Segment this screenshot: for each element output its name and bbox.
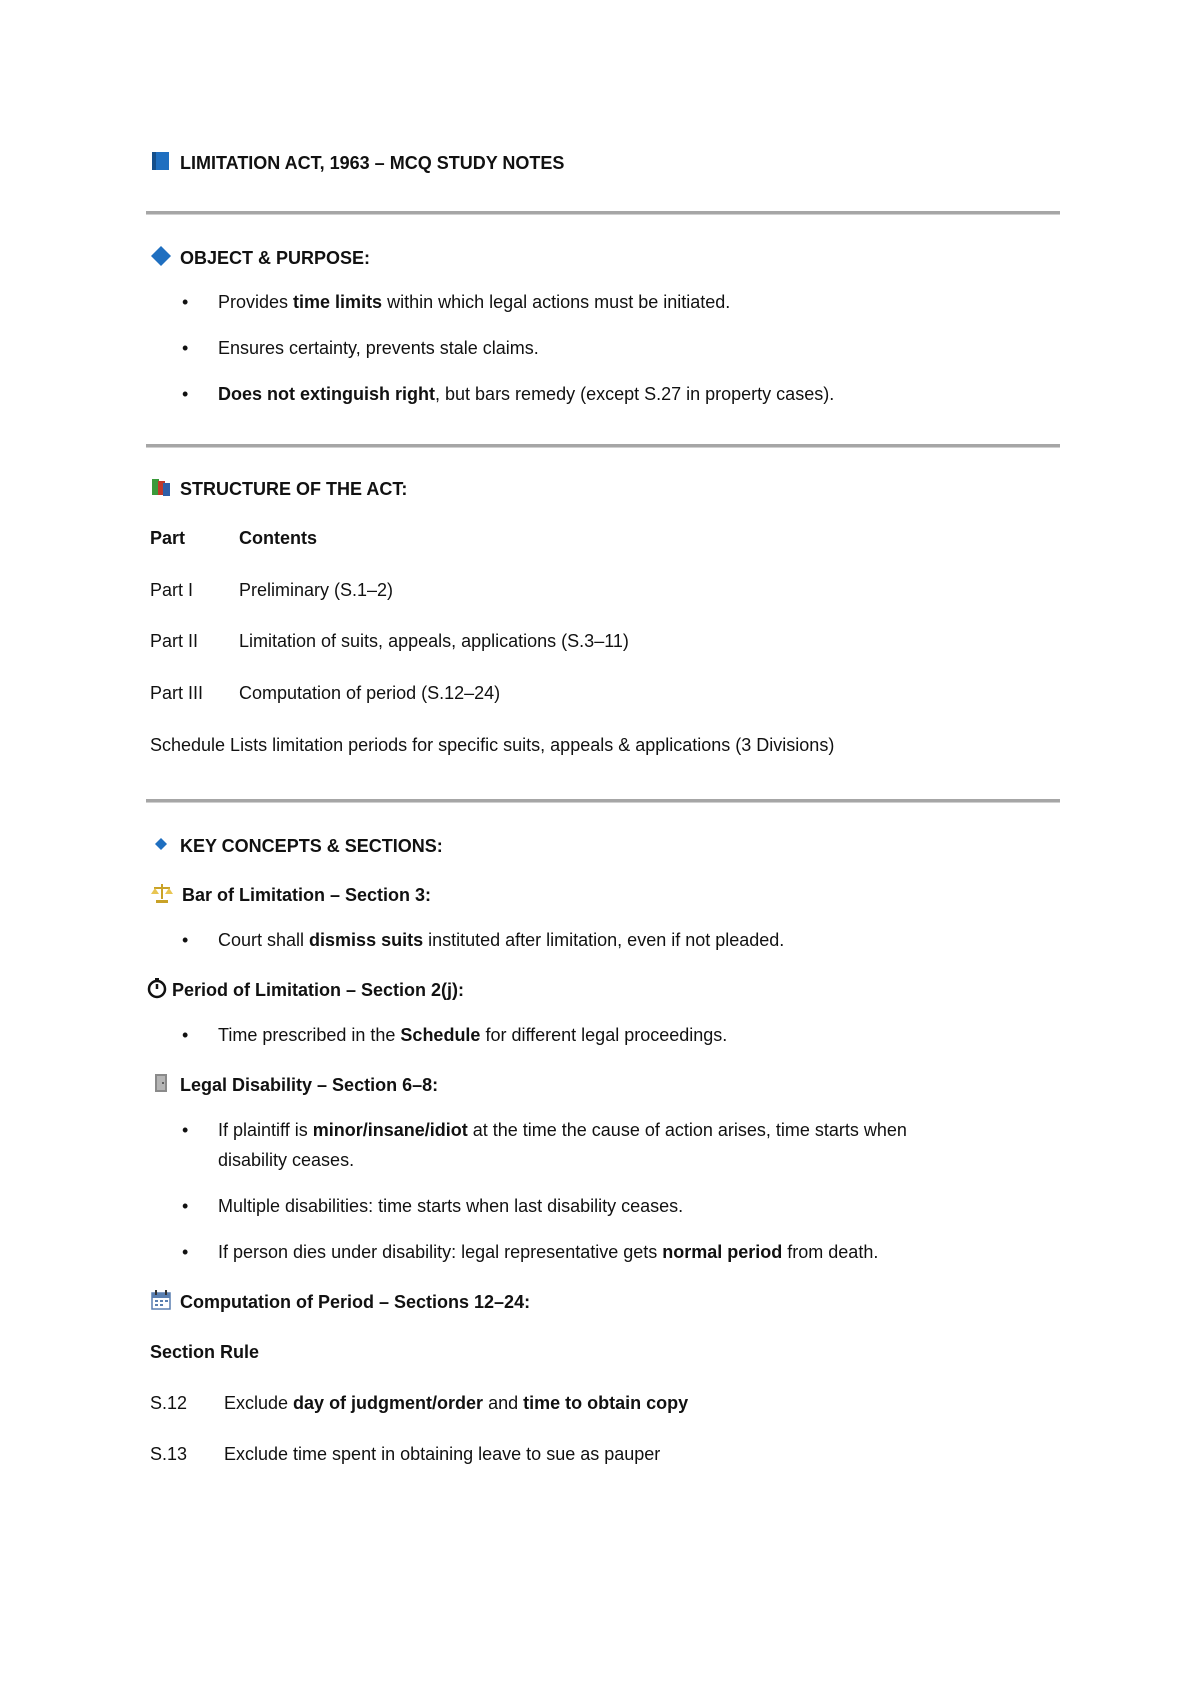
stopwatch-icon — [146, 977, 168, 1005]
bullet-dot: • — [182, 1120, 189, 1140]
structure-col-contents: Contents — [239, 528, 317, 548]
disability-bullet-1: If plaintiff is minor/insane/idiot at the time the cause of action arises, time starts when — [218, 1120, 907, 1140]
key-heading: KEY CONCEPTS & SECTIONS: — [180, 835, 443, 856]
computation-row-rule: Exclude time spent in obtaining leave to sue as pauper — [224, 1444, 661, 1464]
key-heading-row — [150, 833, 443, 861]
structure-row-contents: Limitation of suits, appeals, applications (S.3–11) — [239, 631, 629, 651]
object-heading-row — [150, 245, 370, 273]
structure-row-part: Part II — [150, 631, 199, 651]
structure-schedule-line: Schedule Lists limitation periods for specific suits, appeals & applications (3 Divisions) — [150, 735, 835, 755]
structure-row-contents: Computation of period (S.12–24) — [239, 683, 501, 703]
structure-row-part: Part I — [150, 580, 194, 600]
scales-icon — [150, 882, 174, 910]
divider-3 — [146, 799, 1060, 803]
disability-heading-row — [150, 1072, 438, 1100]
period-bullet-1: Time prescribed in the Schedule for different legal proceedings. — [218, 1025, 728, 1045]
bullet-dot: • — [182, 1196, 189, 1216]
disability-heading: Legal Disability – Section 6–8: — [180, 1074, 439, 1095]
divider-2 — [146, 444, 1060, 448]
books-icon — [150, 476, 172, 504]
object-heading: OBJECT & PURPOSE: — [180, 247, 371, 268]
computation-table-head: Section Rule — [150, 1342, 260, 1362]
structure-row-part: Part III — [150, 683, 204, 703]
structure-heading: STRUCTURE OF THE ACT: — [180, 478, 408, 499]
small-blue-diamond-icon — [150, 833, 172, 861]
document-title-row — [150, 150, 564, 178]
bullet-dot: • — [182, 384, 189, 404]
disability-bullet-2: Multiple disabilities: time starts when last disability ceases. — [218, 1196, 684, 1216]
object-bullet-1: Provides time limits within which legal actions must be initiated. — [218, 292, 731, 312]
bullet-dot: • — [182, 1242, 189, 1262]
bar-bullet-1: Court shall dismiss suits instituted after limitation, even if not pleaded. — [218, 930, 785, 950]
calendar-icon — [150, 1289, 172, 1317]
bullet-dot: • — [182, 338, 189, 358]
structure-col-part: Part — [150, 528, 186, 548]
computation-heading: Computation of Period – Sections 12–24: — [180, 1291, 531, 1312]
divider-1 — [146, 211, 1060, 215]
bullet-dot: • — [182, 1025, 189, 1045]
computation-row-section: S.12 — [150, 1393, 188, 1413]
computation-row-rule: Exclude day of judgment/order and time to obtain copy — [224, 1393, 689, 1413]
structure-heading-row — [150, 476, 407, 504]
computation-row-section: S.13 — [150, 1444, 188, 1464]
door-icon — [150, 1072, 172, 1100]
computation-heading-row — [150, 1289, 530, 1317]
period-heading-row — [146, 977, 464, 1005]
blue-diamond-icon — [150, 245, 172, 273]
blue-book-icon — [150, 150, 172, 178]
object-bullet-2: Ensures certainty, prevents stale claims. — [218, 338, 539, 358]
structure-row-contents: Preliminary (S.1–2) — [239, 580, 394, 600]
disability-bullet-1-line2: disability ceases. — [218, 1150, 355, 1170]
period-heading: Period of Limitation – Section 2(j): — [172, 979, 465, 1000]
bar-heading: Bar of Limitation – Section 3: — [182, 884, 432, 905]
bullet-dot: • — [182, 292, 189, 312]
object-bullet-3: Does not extinguish right, but bars remedy (except S.27 in property cases). — [218, 384, 835, 404]
document-title: LIMITATION ACT, 1963 – MCQ STUDY NOTES — [180, 152, 565, 173]
bar-heading-row — [150, 882, 431, 910]
disability-bullet-3: If person dies under disability: legal representative gets normal period from death. — [218, 1242, 879, 1262]
bullet-dot: • — [182, 930, 189, 950]
